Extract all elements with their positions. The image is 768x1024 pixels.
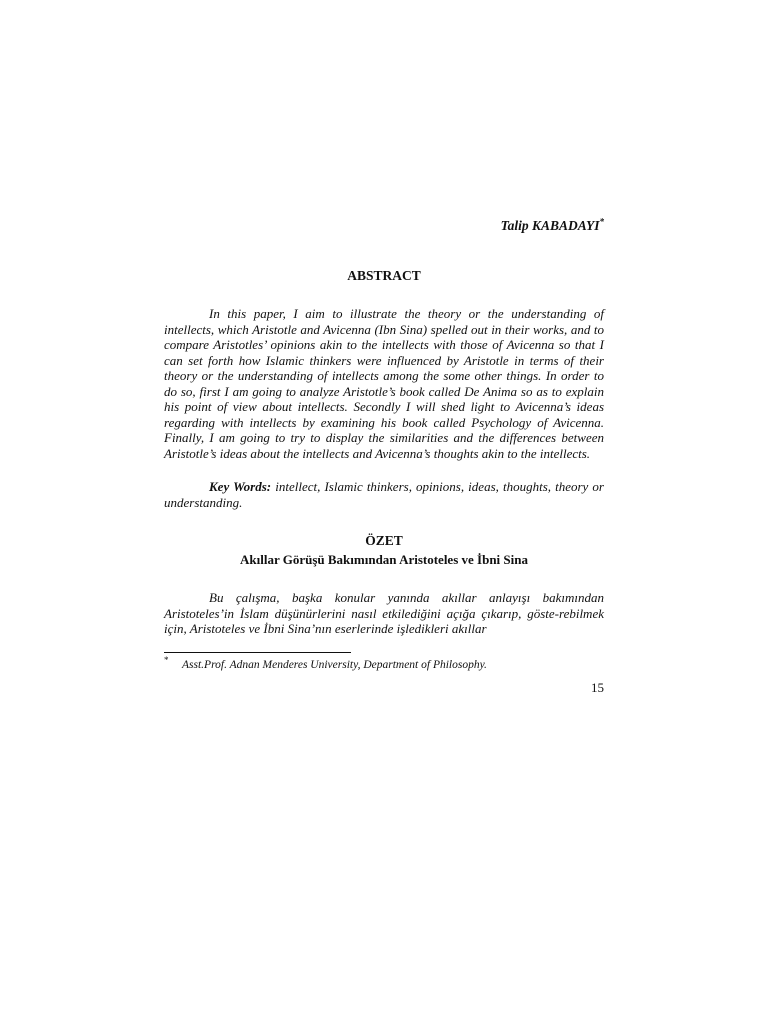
footnote-marker: * [164, 655, 169, 665]
author-footnote-marker: * [599, 216, 604, 227]
abstract-heading: ABSTRACT [347, 268, 421, 283]
keywords-paragraph [164, 479, 604, 510]
ozet-subtitle: Akıllar Görüşü Bakımından Aristoteles ve İbni Sina [240, 552, 528, 567]
page-number: 15 [591, 680, 604, 695]
abstract-body: In this paper, I aim to illustrate the theory or the understanding of intellects, which Aristotle and Avicenna (Ibn Sina) spelled out in their works, and to compare Aristotles’ opinions akin to the intellects with those of Avicenna so that I can set forth how Islamic thinkers were influenced by Aristotle in terms of their theory or the understanding of intellects among the some other things. In order to do so, first I am going to analyze Aristotle’s book called De Anima so as to explain his point of view about intellects. Secondly I will shed light to Avicenna’s ideas regarding with intellects by examining his book called Psychology of Avicenna. Finally, I am going to try to display the similarities and the differences between Aristotle’s ideas about the intellects and Avicenna’s thoughts akin to the intellects. [164, 306, 604, 461]
keywords-text: intellect, Islamic thinkers, opinions, ideas, thoughts, theory or understanding. [164, 479, 604, 510]
footnote-text: Asst.Prof. Adnan Menderes University, Department of Philosophy. [182, 658, 487, 671]
ozet-heading: ÖZET [365, 533, 403, 548]
keywords-label: Key Words: [209, 479, 272, 494]
footnote-divider [164, 652, 351, 653]
author-name-text: Talip KABADAYI [500, 218, 600, 233]
ozet-body: Bu çalışma, başka konular yanında akıllar anlayışı bakımından Aristoteles’in İslam düşünürlerini nasıl etkilediğini açığa çıkarıp, göste-rebilmek için, Aristoteles ve İbni Sina’nın eserlerinde işledikleri akıllar [164, 590, 604, 636]
footnote [164, 655, 604, 671]
author-name [164, 218, 604, 234]
